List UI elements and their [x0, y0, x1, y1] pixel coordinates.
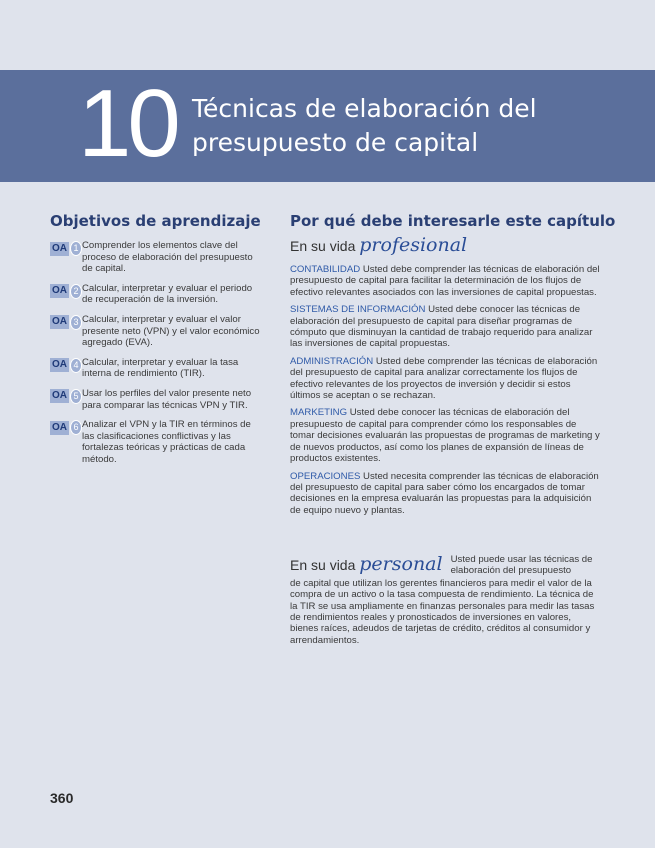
area-category: OPERACIONES	[290, 470, 361, 482]
page-number: 360	[50, 790, 74, 806]
oa-label: OA	[52, 316, 67, 328]
objective-text: Usar los perfiles del valor presente neto para comparar las técnicas VPN y TIR.	[82, 387, 252, 411]
personal-intro-text: Usted puede usar las técnicas de elaboración del presupuesto	[450, 554, 593, 577]
objective-badge	[50, 284, 82, 299]
objective-badge	[50, 315, 82, 330]
oa-label: OA	[52, 421, 67, 433]
objective-number: 3	[70, 315, 82, 330]
area-paragraph	[290, 471, 600, 517]
area-text: Usted necesita comprender las técnicas de elaboración del presupuesto de capital para saber cómo los encargados de tomar decisiones en la empresa evaluarán las propuestas para la adquisición de equipo nuevo y plantas.	[290, 470, 599, 516]
area-category: SISTEMAS DE INFORMACIÓN	[290, 304, 426, 316]
area-category: ADMINISTRACIÓN	[290, 355, 374, 367]
objective-badge	[50, 420, 82, 435]
objective-item	[50, 283, 260, 306]
objective-number: 6	[70, 420, 82, 435]
objective-item	[50, 357, 260, 380]
area-text: Usted debe conocer las técnicas de elaboración del presupuesto de capital para diseñar programas de cómputo que disminuyan la cantidad de trabajo requerido para analizar las inversiones de capital propuestas.	[290, 304, 593, 350]
professional-life-heading	[290, 234, 600, 256]
oa-label: OA	[52, 242, 67, 254]
area-category: CONTABILIDAD	[290, 264, 361, 275]
objective-badge	[50, 389, 82, 404]
professional-prefix: En su vida	[290, 238, 356, 254]
objectives-heading: Objetivos de aprendizaje	[50, 212, 261, 230]
objective-text: Calcular, interpretar y evaluar el valor presente neto (VPN) y el valor económico agregado (EVA).	[82, 313, 260, 349]
area-paragraph	[290, 407, 600, 464]
objective-text: Comprender los elementos clave del proceso de elaboración del presupuesto de capital.	[82, 240, 253, 275]
personal-body-text: de capital que utilizan los gerentes financieros para medir el valor de la compra de un activo o la tasa compuesta de rendimiento. La técnica de la TIR se usa ampliamente en finanzas personales para medir las tasas de rendimientos reales y pronosticados de inversiones en valores, bienes raíces, adeudos de tarjetas de crédito, créditos al consumidor y arrendamientos.	[290, 577, 595, 646]
oa-label: OA	[52, 390, 67, 402]
area-paragraph	[290, 264, 600, 298]
objective-badge	[50, 358, 82, 373]
objective-text: Analizar el VPN y la TIR en términos de las clasificaciones conflictivas y las fortalezas teóricas y prácticas de cada método.	[82, 419, 251, 465]
area-paragraph	[290, 356, 600, 402]
area-text: Usted debe conocer las técnicas de elaboración del presupuesto de capital para comprender cómo los responsables de tomar decisiones evaluarán las propuestas de programas de marketing y de nuevos productos, así como los planes de expansión de líneas de productos existentes.	[290, 407, 600, 465]
area-text: Usted debe comprender las técnicas de elaboración del presupuesto de capital para facilitar la determinación de los flujos de efectivo relevantes asociados con las inversiones de capital propuestas.	[290, 264, 600, 298]
why-heading: Por qué debe interesarle este capítulo	[290, 212, 616, 230]
objective-text: Calcular, interpretar y evaluar el periodo de recuperación de la inversión.	[82, 282, 253, 306]
professional-word: profesional	[359, 234, 468, 256]
objective-item	[50, 314, 260, 349]
chapter-number: 10	[78, 70, 177, 177]
area-paragraph	[290, 304, 600, 350]
personal-prefix: En su vida	[290, 557, 356, 573]
objective-item	[50, 240, 260, 275]
objective-number: 2	[70, 284, 82, 299]
objective-badge	[50, 241, 82, 256]
area-text: Usted debe comprender las técnicas de elaboración del presupuesto de capital para analizar correctamente los flujos de efectivo relevantes de los proyectos de inversión y decidir si estos últimos se aceptan o se rechazan.	[290, 355, 598, 402]
personal-word: personal	[359, 553, 443, 575]
objective-number: 1	[70, 241, 82, 256]
objective-item	[50, 388, 260, 411]
oa-label: OA	[52, 285, 67, 297]
learning-objectives	[50, 212, 260, 474]
personal-life-heading-row	[290, 553, 600, 577]
personal-life-heading	[290, 553, 443, 575]
objective-number: 4	[70, 358, 82, 373]
area-category: MARKETING	[290, 407, 348, 419]
objective-text: Calcular, interpretar y evaluar la tasa interna de rendimiento (TIR).	[82, 356, 239, 380]
objective-item	[50, 419, 260, 465]
personal-life-section	[290, 553, 600, 646]
objective-number: 5	[70, 389, 82, 404]
chapter-title: Técnicas de elaboración del presupuesto de capital	[192, 94, 537, 157]
why-section	[290, 212, 616, 522]
oa-label: OA	[52, 359, 67, 371]
